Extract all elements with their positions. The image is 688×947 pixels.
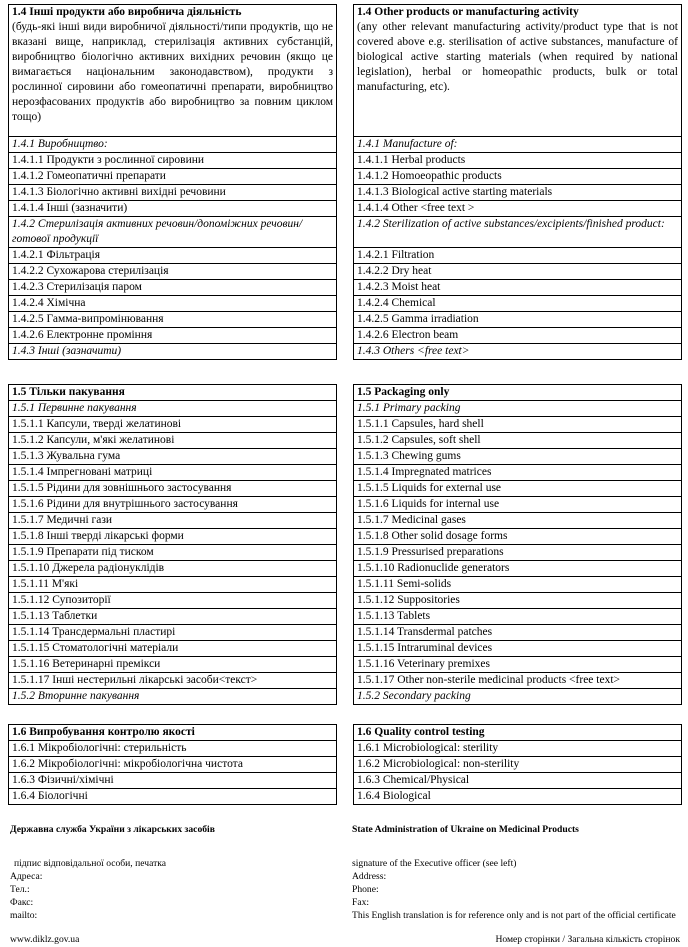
list-item: 1.4.2.2 Dry heat <box>354 264 682 280</box>
list-item: 1.5.1.17 Інші нестерильні лікарські засоби<текст> <box>9 673 337 689</box>
header-cell <box>9 5 337 137</box>
website-link[interactable]: www.diklz.gov.ua <box>10 934 80 945</box>
mail-label: mailto: <box>10 910 38 921</box>
list-item: 1.5.1.6 Рідини для внутрішнього застосування <box>9 497 337 513</box>
list-item: 1.5.1.6 Liquids for internal use <box>354 497 682 513</box>
list-item: 1.5.1.4 Impregnated matrices <box>354 465 682 481</box>
subsection-row: 1.4.1 Виробництво: <box>9 137 337 153</box>
table-1-5-ua <box>8 384 337 705</box>
list-item: 1.5.1.8 Other solid dosage forms <box>354 529 682 545</box>
list-item: 1.6.1 Мікробіологічні: стерильність <box>9 741 337 757</box>
list-item: 1.6.2 Мікробіологічні: мікробіологічна чистота <box>9 757 337 773</box>
list-item: 1.4.2.6 Електронне проміння <box>9 328 337 344</box>
list-item: 1.6.2 Microbiological: non-sterility <box>354 757 682 773</box>
subsection-row: 1.5.2 Вторинне пакування <box>9 689 337 705</box>
tel-label: Тел.: <box>10 884 30 895</box>
subsection-row: 1.4.2 Стерилізація активних речовин/допоміжних речовин/готової продукції <box>9 217 337 248</box>
list-item: 1.4.2.1 Filtration <box>354 248 682 264</box>
table-1-5-en <box>353 384 682 705</box>
list-item: 1.5.1.12 Супозиторії <box>9 593 337 609</box>
list-item: 1.5.1.10 Radionuclide generators <box>354 561 682 577</box>
list-item: 1.4.2.1 Фільтрація <box>9 248 337 264</box>
page-number: Номер сторінки / Загальна кількість сторінок <box>495 934 680 945</box>
section-description: (будь-які інші види виробничої діяльності/типи продуктів, що не вказані вище, наприклад, стерилізація активних субстанцій, виробництво біологічно активних вихідних речовин (якщо це вимагається національним законодавством), продукти з рослинної сировини або гомеопатичні препарати, виробництво нерозфасованих продуктів або виробництво за повним циклом тощо) <box>12 21 333 123</box>
list-item: 1.4.2.6 Electron beam <box>354 328 682 344</box>
list-item: 1.4.1.3 Біологічно активні вихідні речовини <box>9 185 337 201</box>
list-item: 1.6.4 Біологічні <box>9 789 337 805</box>
list-item: 1.5.1.15 Intraruminal devices <box>354 641 682 657</box>
address-label: Address: <box>352 871 387 882</box>
list-item: 1.5.1.16 Veterinary premixes <box>354 657 682 673</box>
list-item: 1.5.1.15 Стоматологічні матеріали <box>9 641 337 657</box>
table-1-4-en <box>353 4 682 360</box>
section-title: 1.4 Other products or manufacturing activity <box>357 6 579 18</box>
signature-label: signature of the Executive officer (see left) <box>352 858 517 869</box>
list-item: 1.4.1.4 Other <free text > <box>354 201 682 217</box>
translation-note: This English translation is for reference only and is not part of the official certificate <box>352 910 676 921</box>
list-item: 1.5.1.8 Інші тверді лікарські форми <box>9 529 337 545</box>
section-title: 1.6 Випробування контролю якості <box>9 725 337 741</box>
section-title: 1.6 Quality control testing <box>354 725 682 741</box>
list-item: 1.5.1.16 Ветеринарні премікси <box>9 657 337 673</box>
list-item: 1.6.1 Microbiological: sterility <box>354 741 682 757</box>
list-item: 1.4.1.4 Інші (зазначити) <box>9 201 337 217</box>
subsection-row: 1.4.1 Manufacture of: <box>354 137 682 153</box>
list-item: 1.5.1.17 Other non-sterile medicinal products <free text> <box>354 673 682 689</box>
list-item: 1.4.1.1 Herbal products <box>354 153 682 169</box>
list-item: 1.5.1.10 Джерела радіонуклідів <box>9 561 337 577</box>
header-cell <box>354 5 682 137</box>
table-1-4-ua <box>8 4 337 360</box>
section-1-5 <box>8 384 682 705</box>
subsection-row: 1.5.1 Primary packing <box>354 401 682 417</box>
list-item: 1.6.3 Chemical/Physical <box>354 773 682 789</box>
subsection-row: 1.4.3 Інші (зазначити) <box>9 344 337 360</box>
list-item: 1.5.1.5 Рідини для зовнішнього застосування <box>9 481 337 497</box>
footer-en <box>352 824 680 944</box>
list-item: 1.5.1.12 Suppositories <box>354 593 682 609</box>
list-item: 1.5.1.1 Капсули, тверді желатинові <box>9 417 337 433</box>
subsection-row: 1.4.2 Sterilization of active substances/excipients/finished product: <box>354 217 682 248</box>
list-item: 1.4.1.3 Biological active starting materials <box>354 185 682 201</box>
list-item: 1.5.1.3 Жувальна гума <box>9 449 337 465</box>
list-item: 1.4.1.1 Продукти з рослинної сировини <box>9 153 337 169</box>
list-item: 1.5.1.7 Medicinal gases <box>354 513 682 529</box>
fax-label: Fax: <box>352 897 370 908</box>
list-item: 1.5.1.2 Capsules, soft shell <box>354 433 682 449</box>
list-item: 1.5.1.7 Медичні гази <box>9 513 337 529</box>
section-description: (any other relevant manufacturing activity/product type that is not covered above e.g. sterilisation of active substances, manufacture of biological active starting materials (when required by national legislation), herbal or homeopathic products, bulk or total manufacturing, etc). <box>357 21 678 93</box>
subsection-row: 1.4.3 Others <free text> <box>354 344 682 360</box>
footer <box>10 824 680 944</box>
fax-label: Факс: <box>10 897 34 908</box>
list-item: 1.5.1.11 Semi-solids <box>354 577 682 593</box>
list-item: 1.5.1.11 М'які <box>9 577 337 593</box>
list-item: 1.4.2.2 Сухожарова стерилізація <box>9 264 337 280</box>
list-item: 1.5.1.13 Таблетки <box>9 609 337 625</box>
list-item: 1.5.1.14 Transdermal patches <box>354 625 682 641</box>
list-item: 1.5.1.9 Pressurised preparations <box>354 545 682 561</box>
subsection-row: 1.5.2 Secondary packing <box>354 689 682 705</box>
signature-label: підпис відповідальної особи, печатка <box>14 858 167 869</box>
list-item: 1.5.1.2 Капсули, м'які желатинові <box>9 433 337 449</box>
table-1-6-ua <box>8 724 337 805</box>
list-item: 1.4.2.5 Gamma irradiation <box>354 312 682 328</box>
list-item: 1.5.1.14 Трансдермальні пластирі <box>9 625 337 641</box>
section-title: 1.4 Інші продукти або виробнича діяльність <box>12 6 242 18</box>
list-item: 1.5.1.9 Препарати під тиском <box>9 545 337 561</box>
list-item: 1.5.1.1 Capsules, hard shell <box>354 417 682 433</box>
footer-ua <box>10 824 340 944</box>
list-item: 1.5.1.13 Tablets <box>354 609 682 625</box>
agency-name: State Administration of Ukraine on Medicinal Products <box>352 824 579 835</box>
list-item: 1.4.1.2 Гомеопатичні препарати <box>9 169 337 185</box>
list-item: 1.4.2.3 Moist heat <box>354 280 682 296</box>
list-item: 1.4.1.2 Homoeopathic products <box>354 169 682 185</box>
list-item: 1.5.1.4 Імпрегновані матриці <box>9 465 337 481</box>
list-item: 1.4.2.5 Гамма-випромінювання <box>9 312 337 328</box>
list-item: 1.5.1.3 Chewing gums <box>354 449 682 465</box>
list-item: 1.6.3 Фізичні/хімічні <box>9 773 337 789</box>
list-item: 1.4.2.4 Chemical <box>354 296 682 312</box>
section-1-6 <box>8 724 682 805</box>
section-1-4 <box>8 4 682 360</box>
list-item: 1.4.2.4 Хімічна <box>9 296 337 312</box>
address-label: Адреса: <box>10 871 43 882</box>
table-1-6-en <box>353 724 682 805</box>
agency-name: Державна служба України з лікарських засобів <box>10 824 215 835</box>
list-item: 1.6.4 Biological <box>354 789 682 805</box>
subsection-row: 1.5.1 Первинне пакування <box>9 401 337 417</box>
phone-label: Phone: <box>352 884 379 895</box>
list-item: 1.5.1.5 Liquids for external use <box>354 481 682 497</box>
list-item: 1.4.2.3 Стерилізація паром <box>9 280 337 296</box>
section-title: 1.5 Тільки пакування <box>9 385 337 401</box>
section-title: 1.5 Packaging only <box>354 385 682 401</box>
